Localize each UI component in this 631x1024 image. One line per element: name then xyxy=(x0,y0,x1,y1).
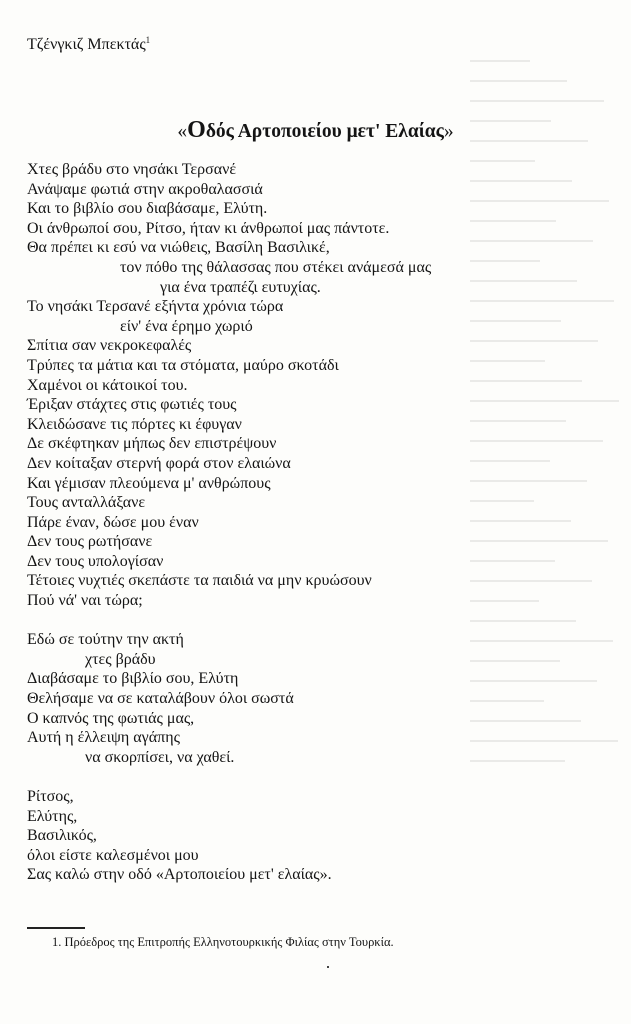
footnote: 1. Πρόεδρος της Επιτροπής Ελληνοτουρκικής Φιλίας στην Τουρκία. xyxy=(52,935,394,949)
poem-line: Ο καπνός της φωτιάς μας, xyxy=(27,709,195,727)
poem-line: Σπίτια σαν νεκροκεφαλές xyxy=(27,337,192,355)
title-text: δός Αρτοποιείου μετ' Ελαίας xyxy=(205,121,444,142)
poem-line: Βασιλικός, xyxy=(27,827,97,845)
poem-line: Διαβάσαμε το βιβλίο σου, Ελύτη xyxy=(27,670,239,688)
poem-line: Θελήσαμε να σε καταλάβουν όλοι σωστά xyxy=(27,690,294,708)
poem-line: Πάρε έναν, δώσε μου έναν xyxy=(27,513,199,531)
footnote-marker: 1 xyxy=(145,35,151,45)
author-header xyxy=(27,30,150,55)
footnote-rule xyxy=(27,927,85,929)
poem-line: Εδώ σε τούτην την ακτή xyxy=(27,631,184,649)
title-close-quote: » xyxy=(443,121,454,142)
poem-line: Ελύτης, xyxy=(27,807,78,825)
bleed-line xyxy=(470,100,604,102)
poem-line: Οι άνθρωποί σου, Ρίτσο, ήταν κι άνθρωποί μας πάντοτε. xyxy=(27,219,390,237)
stanza-break xyxy=(27,611,617,631)
poem-line: να σκορπίσει, να χαθεί. xyxy=(85,748,235,766)
stanza-break xyxy=(27,767,617,787)
page-speck xyxy=(327,966,329,968)
poem-line: όλοι είστε καλεσμένοι μου xyxy=(27,846,199,864)
bleed-line xyxy=(470,120,551,122)
poem-line: Ρίτσος, xyxy=(27,788,74,805)
poem-line: Δεν τους υπολογίσαν xyxy=(27,552,164,570)
poem-body xyxy=(27,160,617,885)
poem-line: Αυτή η έλλειψη αγάπης xyxy=(27,729,180,747)
poem-line: Τέτοιες νυχτιές σκεπάστε τα παιδιά να μην κρυώσουν xyxy=(27,572,372,590)
title-open-quote: « xyxy=(177,121,188,142)
poem-line: Και το βιβλίο σου διαβάσαμε, Ελύτη. xyxy=(27,200,268,218)
poem-line: Πού νά' ναι τώρα; xyxy=(27,592,143,610)
poem-line: είν' ένα έρημο χωριό xyxy=(120,317,253,335)
poem-line: Τρύπες τα μάτια και τα στόματα, μαύρο σκοτάδι xyxy=(27,356,339,374)
poem-line: Έριξαν στάχτες στις φωτιές τους xyxy=(27,396,237,414)
poem-line: Δεν κοίταξαν στερνή φορά στον ελαιώνα xyxy=(27,454,291,472)
poem-line: Χτες βράδυ στο νησάκι Τερσανέ xyxy=(27,161,237,178)
poem-line: Δε σκέφτηκαν μήπως δεν επιστρέψουν xyxy=(27,435,277,453)
poem-line: Και γέμισαν πλεούμενα μ' ανθρώπους xyxy=(27,474,271,492)
bleed-line xyxy=(470,80,567,82)
bleed-line xyxy=(470,140,588,142)
poem-line: για ένα τραπέζι ευτυχίας. xyxy=(160,278,321,296)
poem-line: Το νησάκι Τερσανέ εξήντα χρόνια τώρα xyxy=(27,298,284,316)
poem-line: Κλειδώσανε τις πόρτες κι έφυγαν xyxy=(27,415,242,433)
poem-line: Θα πρέπει κι εσύ να νιώθεις, Βασίλη Βασιλικέ, xyxy=(27,239,330,257)
poem-line: Ανάψαμε φωτιά στην ακροθαλασσιά xyxy=(27,180,263,198)
bleed-line xyxy=(470,60,530,62)
poem-line: Σας καλώ στην οδό «Αρτοποιείου μετ' ελαίας». xyxy=(27,866,332,884)
poem-line: τον πόθο της θάλασσας που στέκει ανάμεσά μας xyxy=(120,258,432,276)
poem-line: Τους ανταλλάξανε xyxy=(27,494,146,512)
poem-line: χτες βράδυ xyxy=(85,650,156,668)
poem-line: Δεν τους ρωτήσανε xyxy=(27,533,153,551)
poem-line: Χαμένοι οι κάτοικοί του. xyxy=(27,376,188,394)
author-name: Τζένγκιζ Μπεκτάς xyxy=(27,36,146,53)
title-initial: Ο xyxy=(187,117,206,143)
